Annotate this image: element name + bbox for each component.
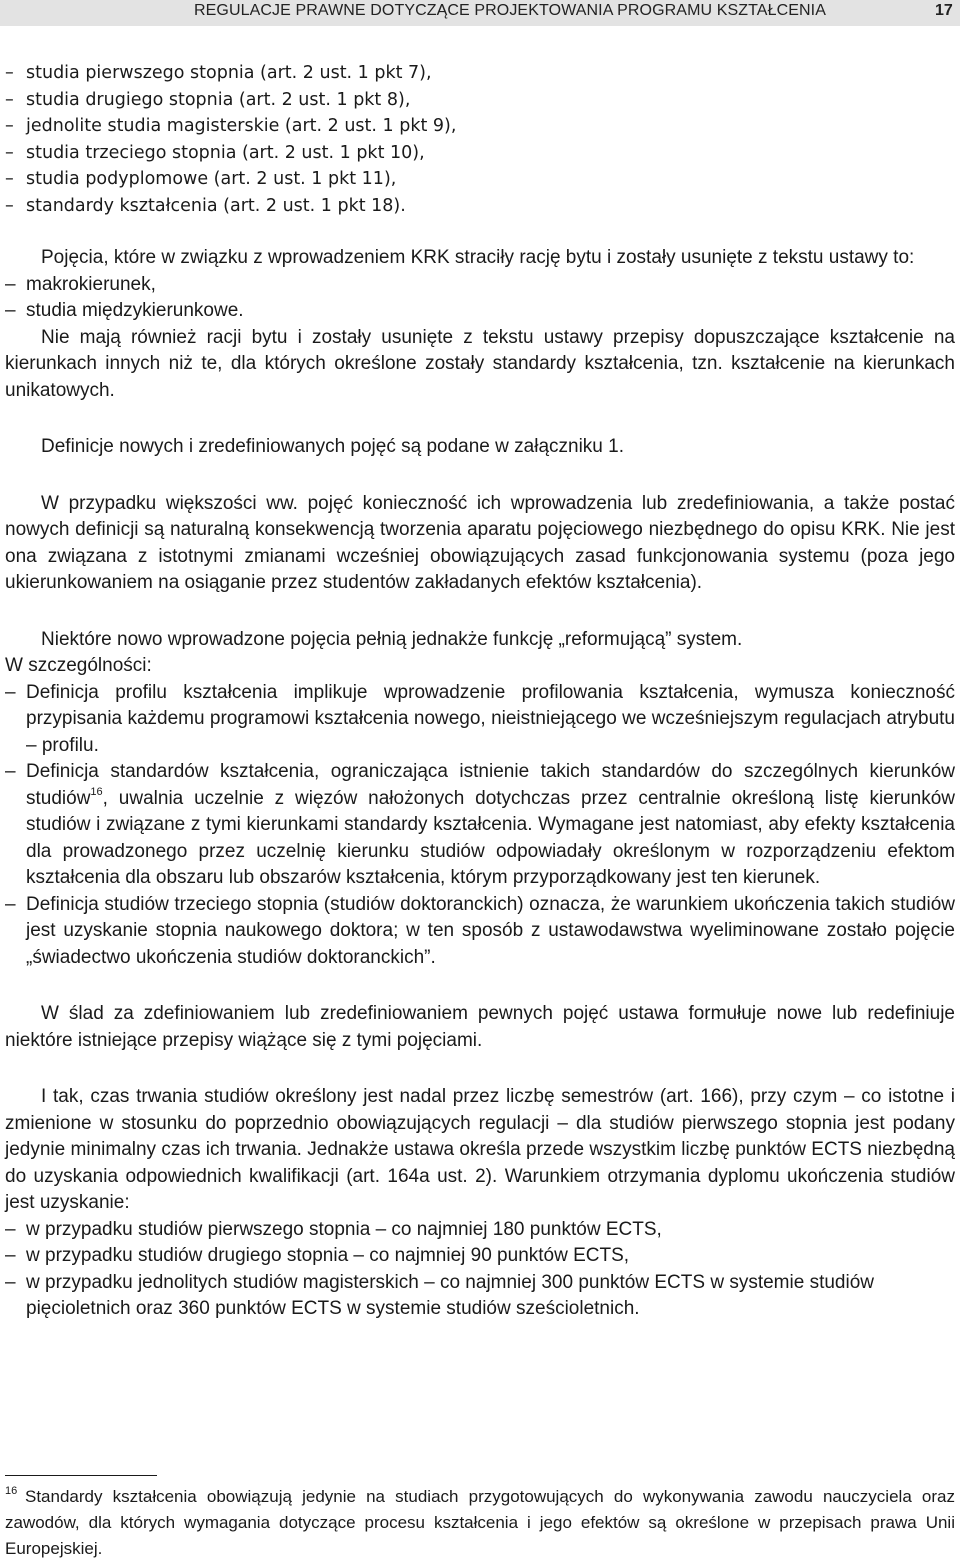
list-item: – w przypadku studiów drugiego stopnia – co najmniej 90 punktów ECTS, — [5, 1243, 955, 1270]
paragraph-definitions: Definicje nowych i zredefiniowanych pojęć są podane w załączniku 1. — [41, 436, 624, 457]
footnote-number: 16 — [5, 1485, 18, 1497]
running-header-title: REGULACJE PRAWNE DOTYCZĄCE PROJEKTOWANIA PROGRAMU KSZTAŁCENIA — [194, 2, 826, 19]
ects-list — [5, 1217, 955, 1323]
footnote-separator — [5, 1475, 157, 1476]
page-number: 17 — [935, 2, 953, 19]
list-item: – studia międzykierunkowe. — [5, 298, 955, 325]
list-item: – makrokierunek, — [5, 272, 955, 299]
footnote-reference: 16 — [90, 786, 103, 799]
paragraph-no-reason: Nie mają również racji bytu i zostały usunięte z tekstu ustawy przepisy dopuszczające kształcenie na kierunkach innych niż te, dla których określone zostały standardy kształcenia, tzn. kształcenie na kierunkach unikatowych. — [5, 326, 955, 401]
list-item: – Definicja profilu kształcenia implikuje wprowadzenie profilowania kształcenia, wymusza konieczność przypisania każdemu programowi kształcenia nowego, nieistniejącego we wcześniejszym regulacjach atrybutu – profilu. — [5, 680, 955, 760]
page-body — [5, 60, 955, 1323]
paragraph-duration: I tak, czas trwania studiów określony jest nadal przez liczbę semestrów (art. 166), przy czym – co istotne i zmienione w stosunku do poprzednio obowiązujących regulacji – dla studiów pierwszego stopnia jest podany jedynie minimalny czas ich trwania. Jednakże ustawa określa przede wszystkim liczbę punktów ECTS niezbędną do uzyskania odpowiednich kwalifikacji (art. 164a ust. 2). Warunkiem otrzymania dyplomu ukończenia studiów jest uzyskanie: — [5, 1086, 955, 1213]
paragraph-trail: W ślad za zdefiniowaniem lub zredefiniowaniem pewnych pojęć ustawa formułuje nowe lub redefiniuje niektóre istniejące przepisy wiążące się z tymi pojęciami. — [5, 1003, 955, 1051]
list-item: – w przypadku jednolitych studiów magisterskich – co najmniej 300 punktów ECTS w systemie studiów pięcioletnich oraz 360 punktów ECTS w systemie studiów sześcioletnich. — [5, 1270, 955, 1323]
list-item: – w przypadku studiów pierwszego stopnia – co najmniej 180 punktów ECTS, — [5, 1217, 955, 1244]
paragraph-most-terms: W przypadku większości ww. pojęć konieczność ich wprowadzenia lub zredefiniowania, a także postać nowych definicji są naturalną konsekwencją tworzenia aparatu pojęciowego niezbędnego do opisu KRK. Nie jest ona związana z istotnymi zmianami wcześniej obowiązujących zasad funkcjonowania systemu (poza jego ukierunkowaniem na osiąganie przez studentów zakładanych efektów kształcenia). — [5, 492, 955, 593]
footnote — [5, 1484, 955, 1562]
list-item: – studia trzeciego stopnia (art. 2 ust. 1 pkt 10), — [5, 140, 955, 167]
legal-definitions-list — [5, 60, 955, 219]
removed-terms-list — [5, 272, 955, 325]
list-item-text: Definicja standardów kształcenia, ograniczająca istnienie takich standardów do szczególnych kierunków studiów — [26, 761, 955, 809]
list-item — [5, 759, 955, 892]
paragraph-reform: Niektóre nowo wprowadzone pojęcia pełnią jednakże funkcję „reformującą” system. — [41, 628, 743, 650]
running-header — [0, 0, 960, 26]
list-item: – standardy kształcenia (art. 2 ust. 1 pkt 18). — [5, 193, 955, 220]
list-item-text: , uwalnia uczelnie z więzów nałożonych dotychczas przez centralnie określoną listę kierunków studiów i związane z tymi kierunkami standardy kształcenia. Wymagane jest natomiast, aby efekty kształcenia dla prowadzonego przez uczelnię kierunku studiów odpowiadały określonym w rozporządzeniu efektom kształcenia dla obszaru lub obszarów kształcenia, którym przyporządkowany jest ten kierunek. — [26, 787, 955, 888]
reform-list — [5, 680, 955, 972]
paragraph-removed-intro: Pojęcia, które w związku z wprowadzeniem KRK straciły rację bytu i zostały usunięte z tekstu ustawy to: — [41, 247, 915, 268]
list-item: – jednolite studia magisterskie (art. 2 ust. 1 pkt 9), — [5, 113, 955, 140]
list-item: – studia podyplomowe (art. 2 ust. 1 pkt 11), — [5, 166, 955, 193]
list-item: – Definicja studiów trzeciego stopnia (studiów doktoranckich) oznacza, że warunkiem ukończenia takich studiów jest uzyskanie stopnia naukowego doktora; w ten sposób z ustawodawstwa wyeliminowane zostało pojęcie „świadectwo ukończenia studiów doktoranckich”. — [5, 892, 955, 972]
list-item: – studia drugiego stopnia (art. 2 ust. 1 pkt 8), — [5, 87, 955, 114]
paragraph-reform-lead: W szczególności: — [5, 655, 152, 676]
list-item: – studia pierwszego stopnia (art. 2 ust. 1 pkt 7), — [5, 60, 955, 87]
footnote-text: Standardy kształcenia obowiązują jedynie na studiach przygotowujących do wykonywania zawodu nauczyciela oraz zawodów, dla których wymagania dotyczące procesu kształcenia i jego efektów są określone w przepisach prawa Unii Europejskiej. — [5, 1487, 955, 1558]
